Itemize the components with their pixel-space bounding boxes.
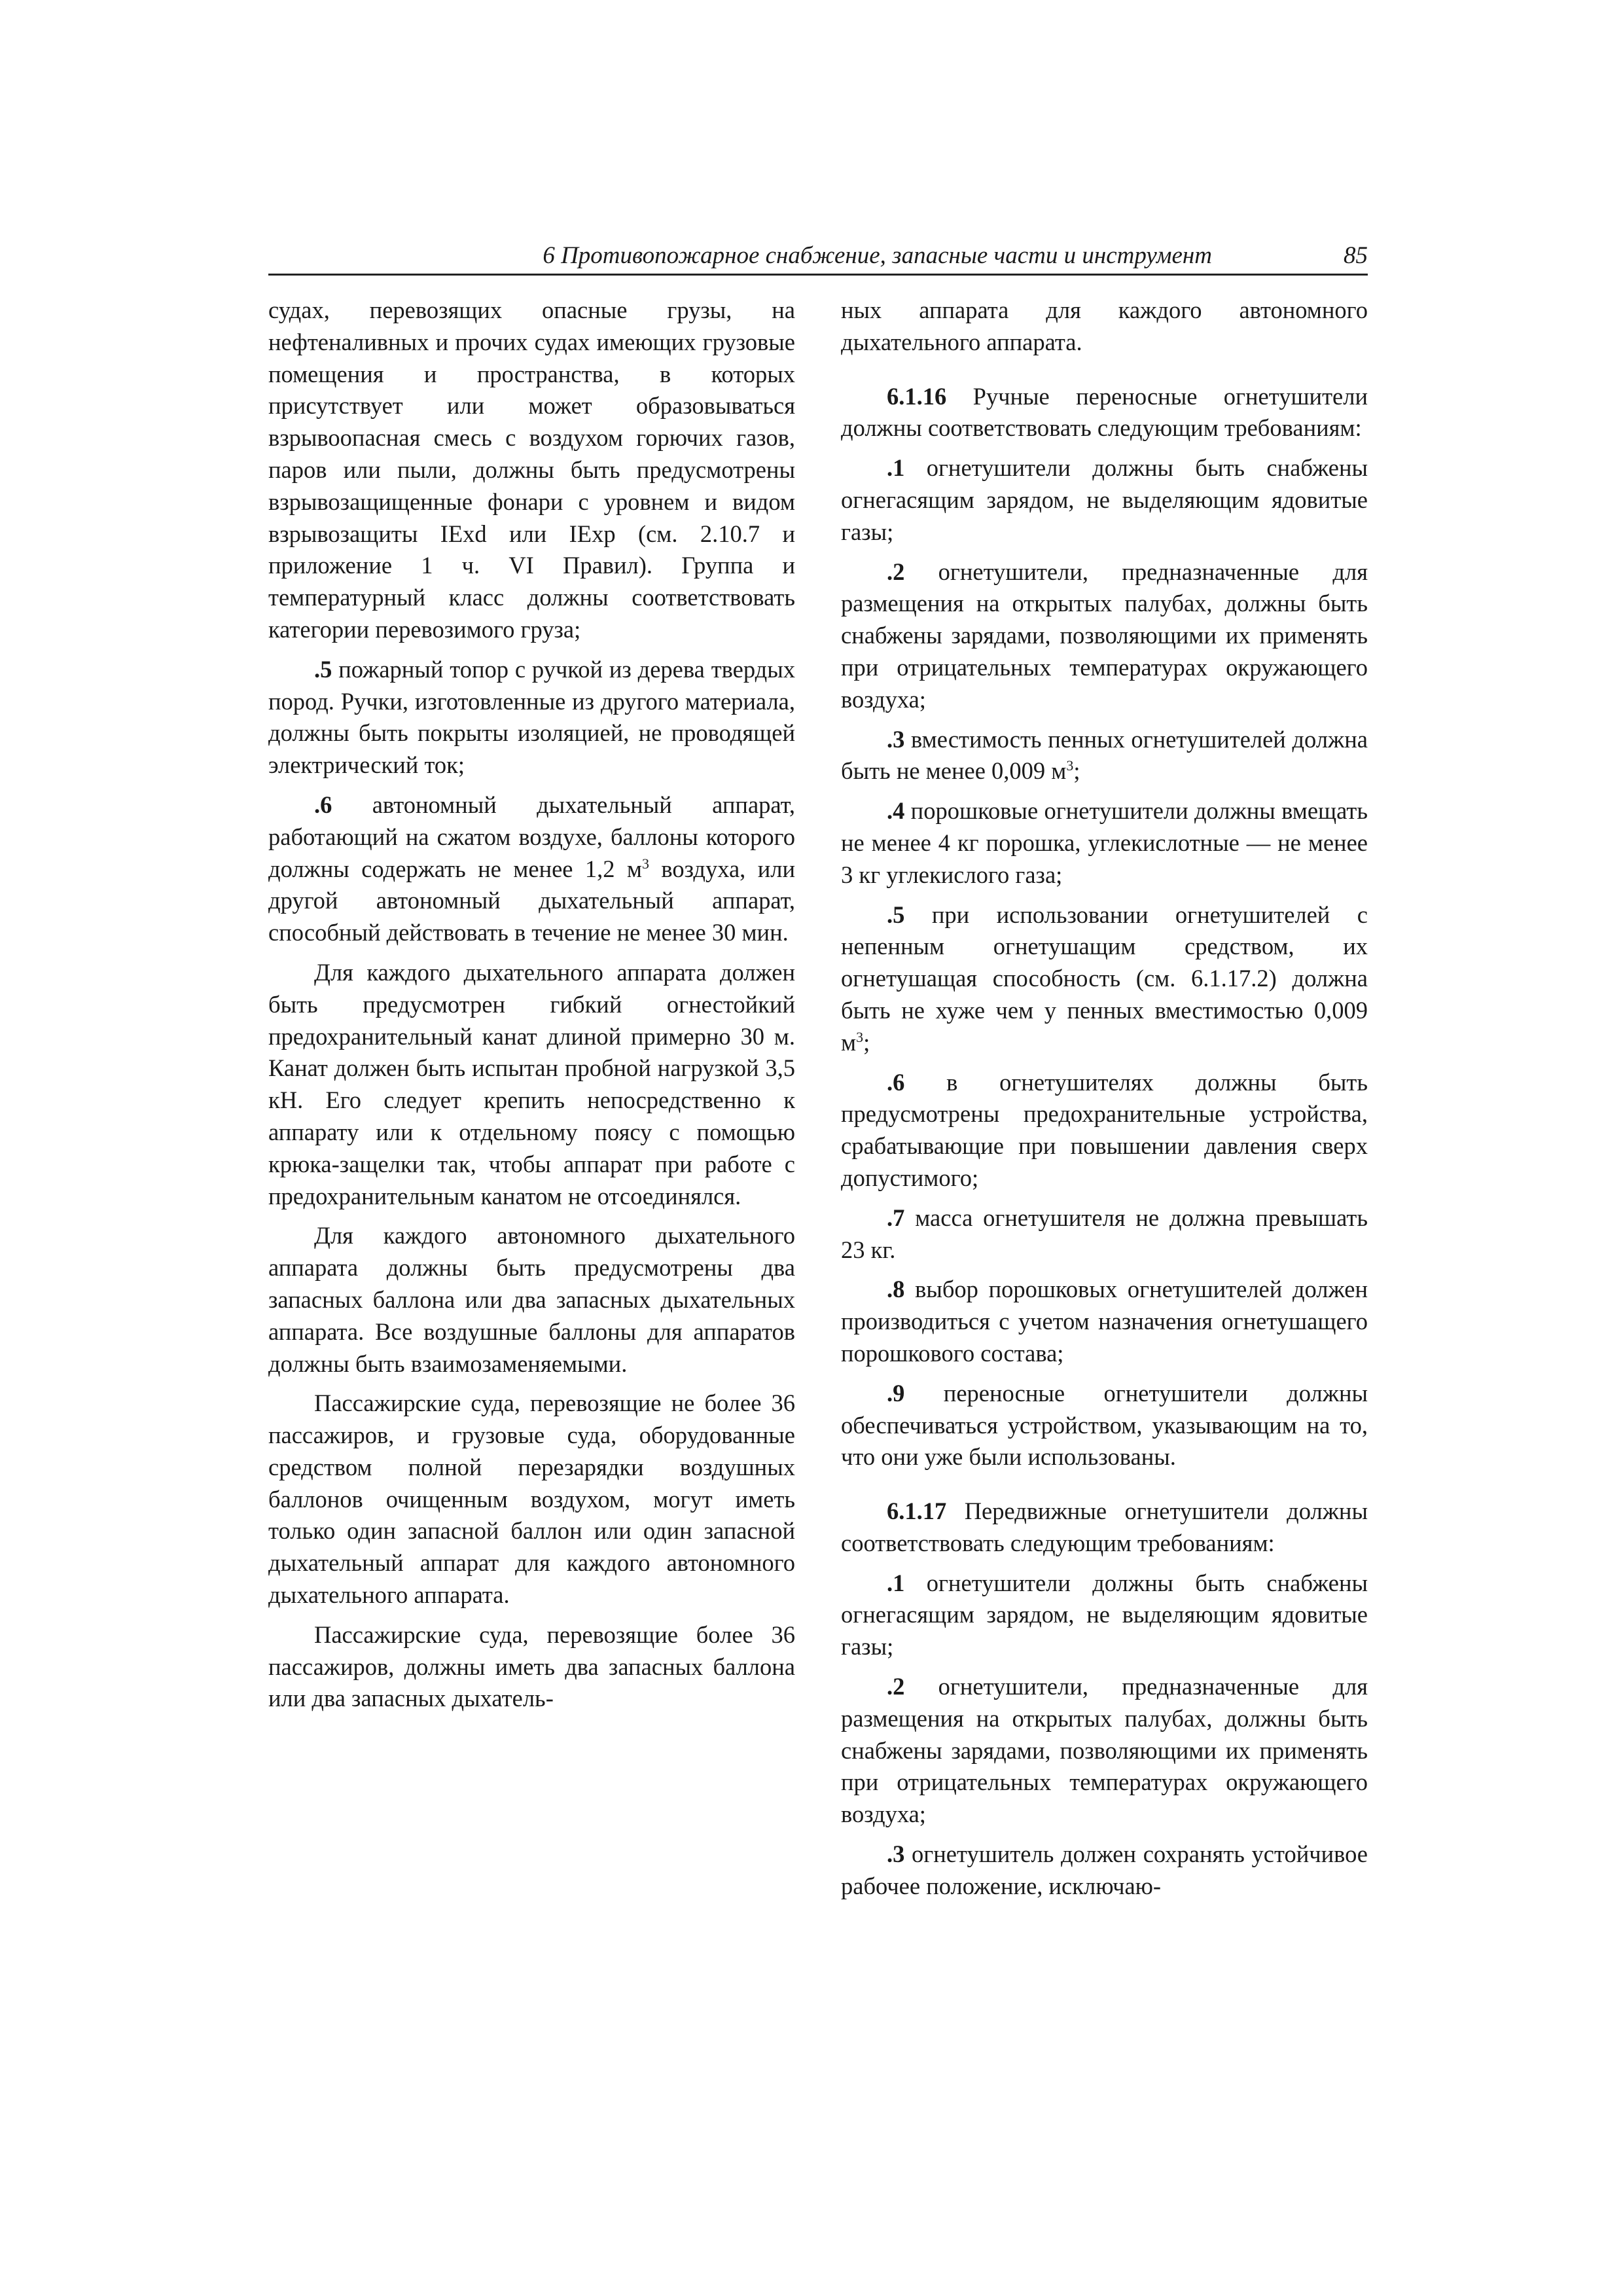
page-number: 85 [1344,242,1368,269]
paragraph-passenger-ships-more: Пассажирские суда, перевозящие более 36 пассажиров, должны иметь два запасных баллона или два запасных дыхатель- [268,1621,795,1712]
list-item [841,1839,1368,1903]
clause-number: 6.1.16 [887,382,947,410]
paragraph-passenger-ships-36: Пассажирские суда, перевозящие не более 36 пассажиров, и грузовые суда, оборудованные средством полной перезарядки воздушных баллонов очищенным воздухом, могут иметь только один запасной баллон или один запасной дыхательный аппарат для каждого автономного дыхательного аппарата. [268,1390,795,1609]
list-item [841,899,1368,1059]
paragraph-spare-cylinders: Для каждого автономного дыхательного аппарата должны быть предусмотрены два запасных баллона или два запасных дыхательных аппарата. Все воздушные баллоны для аппаратов должны быть взаимозаменяемыми. [268,1222,795,1377]
running-header [268,236,1368,276]
item-number: .6 [314,791,332,818]
item-text: при использовании огнетушителей с непенным огнетушащим средством, их огнетушащая способность (см. 6.1.17.2) должна быть не хуже чем у пенных вместимостью 0,009 м [841,901,1368,1056]
item-text: переносные огнетушители должны обеспечиваться устройством, указывающим на то, что они уже были использованы. [841,1379,1368,1471]
clause-text: Передвижные огнетушители должны соответствовать следующим требованиям: [841,1498,1368,1556]
right-column [841,295,1368,1903]
item-number: .5 [887,901,905,928]
item-text: автономный дыхательный аппарат, работающий на сжатом воздухе, баллоны которого должны содержать не менее 1,2 м [268,791,795,882]
item-text: вместимость пенных огнетушителей должна быть не менее 0,009 м [841,725,1368,785]
item-number: .3 [887,1840,905,1868]
clause-number: 6.1.17 [887,1498,947,1525]
item-number: .7 [887,1204,905,1231]
item-number: .6 [887,1068,905,1096]
paragraph-safety-rope: Для каждого дыхательного аппарата должен быть предусмотрен гибкий огнестойкий предохранительный канат длиной примерно 30 м. Канат должен быть испытан пробной нагрузкой 3,5 кН. Его следует крепить непосредственно к аппарату или к отдельному поясу с помощью крюка-защелки так, чтобы аппарат при работе с предохранительным канатом не отсоединялся. [268,958,795,1210]
item-text: огнетушители, предназначенные для размещения на открытых палубах, должны быть снабжены зарядами, позволяющими их применять при отрицательных температурах окружающего воздуха; [841,558,1368,713]
item-text: огнетушители должны быть снабжены огнегасящим зарядом, не выделяющим ядовитые газы; [841,1569,1368,1660]
item-number: .4 [887,797,905,825]
list-item [841,1202,1368,1266]
superscript: 3 [1066,757,1074,774]
item-text-tail: ; [1073,757,1080,785]
item-text: в огнетушителях должны быть предусмотрены предохранительные устройства, срабатывающие при повышении давления сверх допустимого; [841,1068,1368,1191]
clause-text: Ручные переносные огнетушители должны соответствовать следующим требованиям: [841,382,1368,442]
superscript: 3 [642,855,649,872]
list-item [841,1671,1368,1831]
item-number: .2 [887,558,905,585]
item-number: .1 [887,1569,905,1596]
list-item-breathing-apparatus [268,789,795,949]
paragraph-lamps: судах, перевозящих опасные грузы, на нефтеналивных и прочих судах имеющих грузовые помещения и пространства, в которых присутствует или может образовываться взрывоопасная смесь с воздухом горючих газов, паров или пыли, должны быть предусмотрены взрывозащищенные фонари с уровнем и видом взрывозащиты IExd или IExp (см. 2.10.7 и приложение 1 ч. VI Правил). Группа и температурный класс должны соответствовать категории перевозимого груза; [268,296,795,643]
clause-6-1-17-items [841,1568,1368,1903]
item-text-tail: ; [863,1028,870,1056]
superscript: 3 [856,1028,864,1045]
list-item [841,1378,1368,1473]
clause-6-1-16 [841,381,1368,445]
list-item [841,724,1368,788]
running-title: 6 Противопожарное снабжение, запасные части и инструмент [543,242,1212,269]
item-number: .2 [887,1673,905,1700]
item-text: огнетушители должны быть снабжены огнегасящим зарядом, не выделяющим ядовитые газы; [841,454,1368,545]
item-text: огнетушители, предназначенные для размещения на открытых палубах, должны быть снабжены зарядами, позволяющими их применять при отрицательных температурах окружающего воздуха; [841,1673,1368,1828]
list-item-axe [268,654,795,781]
item-number: .8 [887,1276,905,1303]
item-text: порошковые огнетушители должны вмещать не менее 4 кг порошка, углекислотные — не менее 3 кг углекислого газа; [841,797,1368,888]
left-column [268,295,795,1715]
clause-6-1-16-items [841,452,1368,1473]
paragraph-continuation: ных аппарата для каждого автономного дыхательного аппарата. [841,296,1368,355]
clause-6-1-17 [841,1496,1368,1560]
item-number: .3 [887,725,905,753]
item-text: пожарный топор с ручкой из дерева твердых пород. Ручки, изготовленные из другого материала, должны быть покрыты изоляцией, не проводящей электрический ток; [268,655,795,779]
item-number: .9 [887,1379,905,1407]
item-text: воздуха, или другой автономный дыхательный аппарат, способный действовать в течение не менее 30 мин. [268,855,795,946]
item-text: выбор порошковых огнетушителей должен производиться с учетом назначения огнетушащего порошкового состава; [841,1276,1368,1367]
item-text: масса огнетушителя не должна превышать 23 кг. [841,1204,1368,1263]
list-item [841,1274,1368,1369]
item-number: .5 [314,655,332,683]
list-item [841,556,1368,716]
list-item [841,1568,1368,1663]
list-item [841,452,1368,548]
list-item [841,1067,1368,1194]
item-number: .1 [887,454,905,482]
item-text: огнетушитель должен сохранять устойчивое рабочее положение, исключаю- [841,1840,1368,1899]
list-item [841,795,1368,891]
